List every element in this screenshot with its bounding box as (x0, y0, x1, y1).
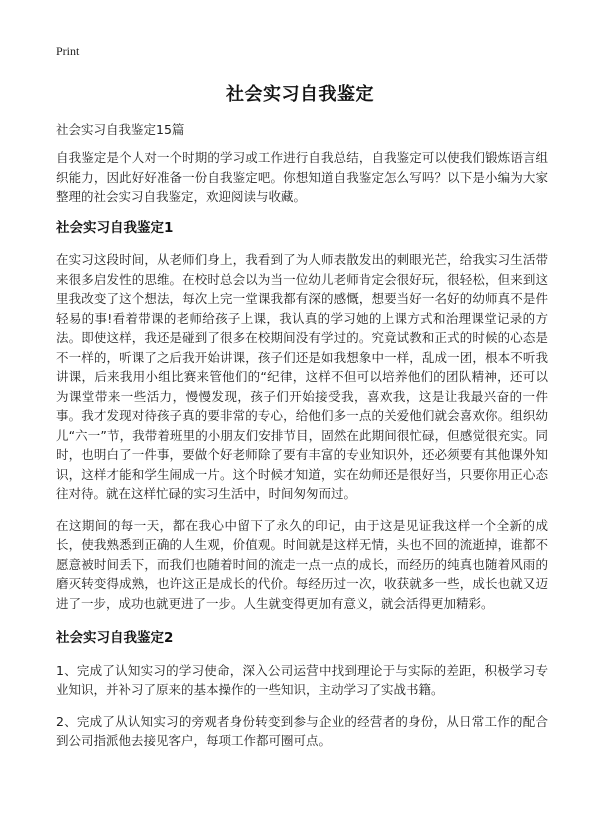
section-heading-2: 社会实习自我鉴定2 (56, 630, 174, 646)
section-2-paragraph-2: 2、完成了从认知实习的旁观者身份转变到参与企业的经营者的身份，从日常工作的配合到公司指派他去接见客户，每项工作都可圈可点。 (56, 713, 548, 748)
print-link[interactable]: Print (56, 44, 80, 58)
document-subtitle: 社会实习自我鉴定15篇 (56, 122, 185, 137)
section-2-paragraph-1: 1、完成了认知实习的学习使命，深入公司运营中找到理论于与实际的差距，积极学习专业知识，并补习了原来的基本操作的一些知识，主动学习了实战书籍。 (56, 662, 548, 697)
intro-paragraph: 自我鉴定是个人对一个时期的学习或工作进行自我总结，自我鉴定可以使我们锻炼语言组织能力，因此好好准备一份自我鉴定吧。你想知道自我鉴定怎么写吗？以下是小编为大家整理的社会实习自我鉴定，欢迎阅读与收藏。 (56, 150, 548, 204)
section-heading-1: 社会实习自我鉴定1 (56, 219, 174, 236)
document-body (56, 148, 548, 763)
section-1-paragraph-2: 在这期间的每一天，都在我心中留下了永久的印记，由于这是见证我这样一个全新的成长，使我熟悉到正确的人生观，价值观。时间就是这样无情，头也不回的流逝掉，谁都不愿意被时间丢下，而我们也随着时间的流走一点一点的成长，而经历的纯真也随着风雨的磨灭转变得成熟，也许这正是成长的代价。每经历过一次，收获就多一些，成长也就又迈进了一步，成功也就更进了一步。人生就变得更加有意义，就会活得更加精彩。 (56, 517, 548, 611)
page-title: 社会实习自我鉴定 (226, 84, 374, 105)
section-1-paragraph-1: 在实习这段时间，从老师们身上，我看到了为人师表散发出的刺眼光芒，给我实习生活带来很多启发性的思维。在校时总会以为当一位幼儿老师肯定会很好玩，很轻松，但来到这里我改变了这个想法，每次上完一堂课我都有深的感慨，想要当好一名好的幼师真不是件轻易的事!看着带课的老师给孩子上课，我认真的学习她的上课方式和治理课堂记录的方法。即使这样，我还是碰到了很多在校期间没有学过的。究竟试教和正式的时候的心态是不一样的，听课了之后我开始讲课，孩子们还是如我想象中一样，乱成一团，根本不听我讲课，后来我用小组比赛来管他们的“纪律，这样不但可以培养他们的团队精神，还可以为课堂带来一些活力，慢慢发现，孩子们开始接受我，喜欢我，这是让我最兴奋的一件事。我才发现对待孩子真的要非常的专心，给他们多一点的关爱他们就会喜欢你。组织幼儿“六一”节，我带着班里的小朋友们安排节目，固然在此期间很忙碌，但感觉很充实。同时，也明白了一件事，要做个好老师除了要有丰富的专业知识外，还必须要有其他课外知识，这样才能和学生闹成一片。这个时候才知道，实在幼师还是很好当，只要你用正心态往对待。就在这样忙碌的实习生活中，时间匆匆而过。 (56, 252, 548, 501)
